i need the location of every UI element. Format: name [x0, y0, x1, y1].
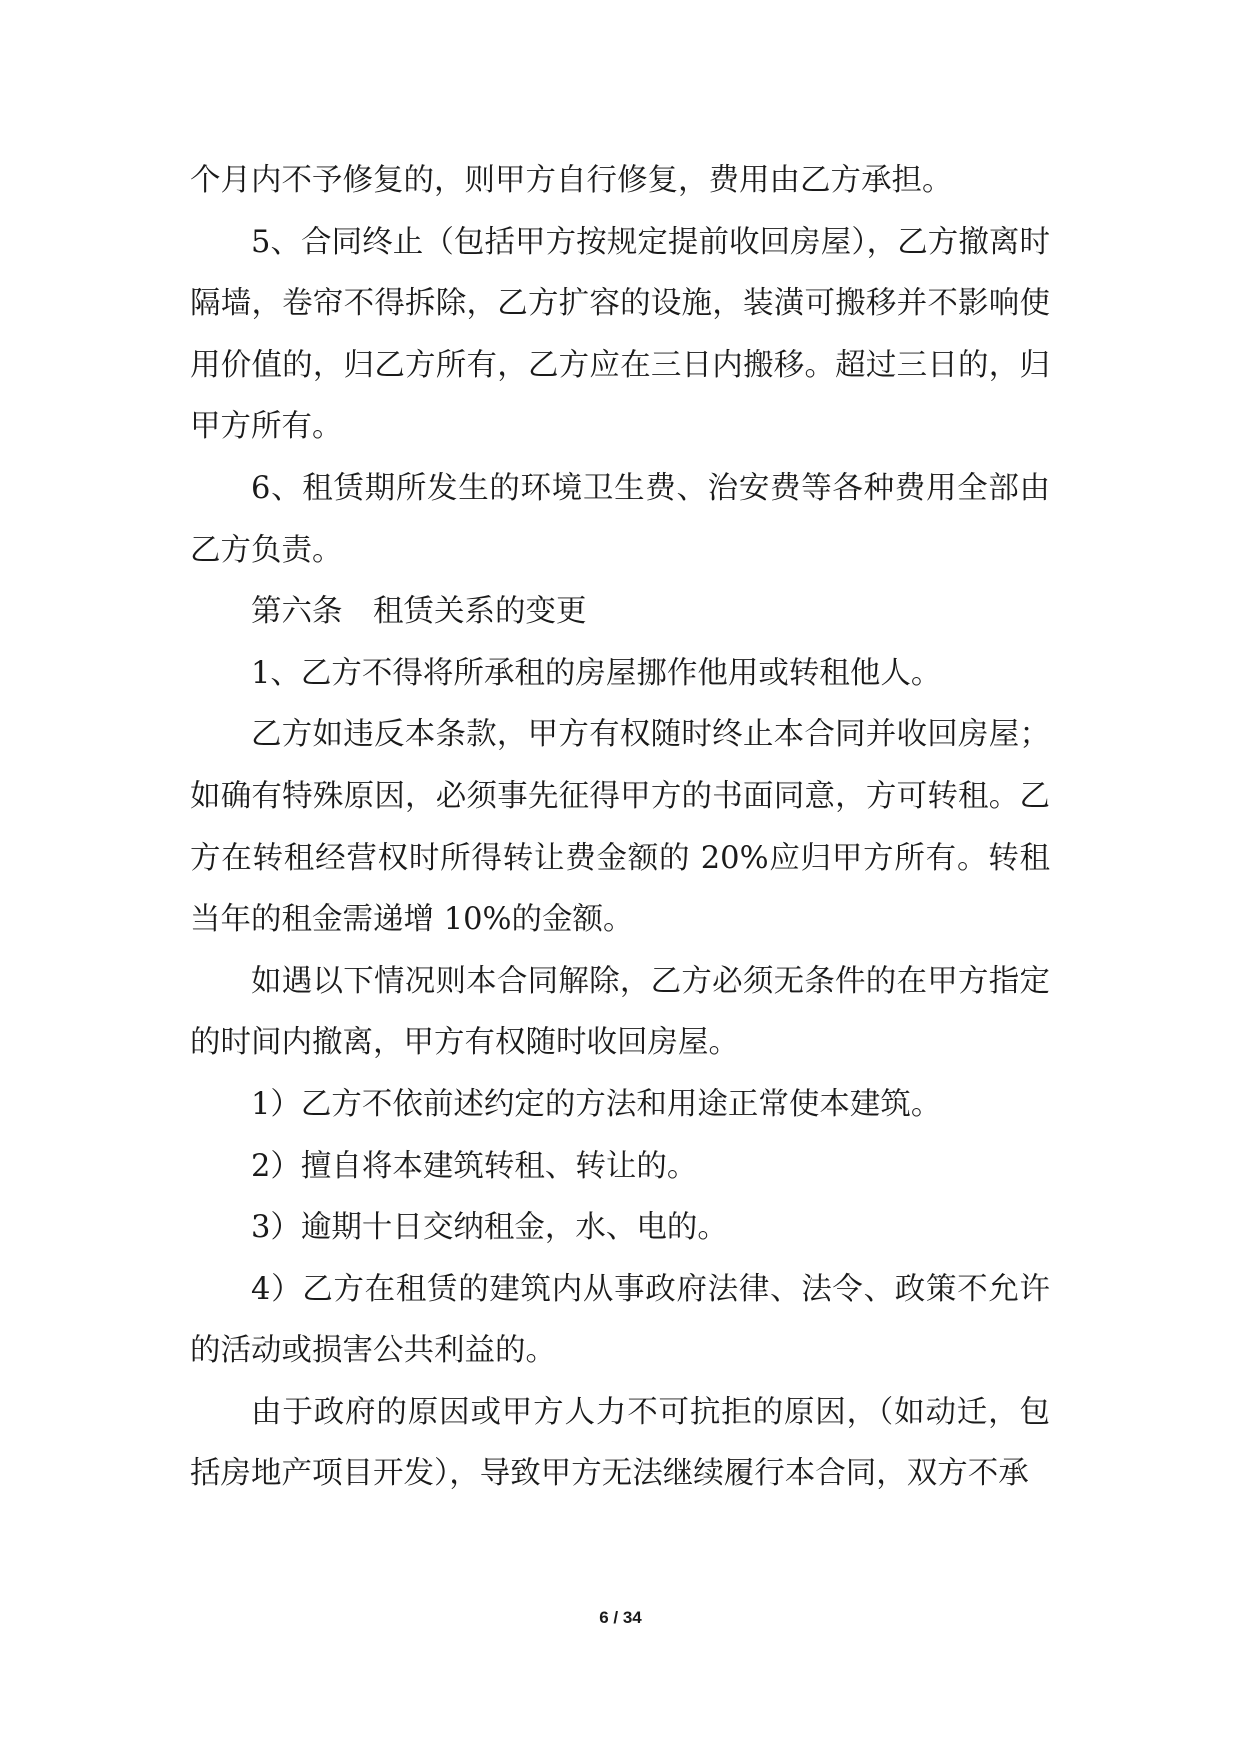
- paragraph-5: 乙方如违反本条款，甲方有权随时终止本合同并收回房屋；如确有特殊原因，必须事先征得甲方的书面同意，方可转租。乙方在转租经营权时所得转让费金额的 20%应归甲方所有。转租当年的租金需递增 10%的金额。: [190, 717, 1050, 938]
- document-body: [190, 150, 1050, 1505]
- list-item-2: 2）擅自将本建筑转租、转让的。: [251, 1148, 698, 1184]
- paragraph-7: 由于政府的原因或甲方人力不可抗拒的原因，（如动迁，包括房地产项目开发），导致甲方无法继续履行本合同，双方不承: [190, 1394, 1050, 1492]
- list-item-3: 3）逾期十日交纳租金，水、电的。: [251, 1210, 728, 1246]
- paragraph-1: 个月内不予修复的，则甲方自行修复，费用由乙方承担。: [190, 163, 953, 198]
- section-heading: 第六条 租赁关系的变更: [251, 594, 587, 630]
- page-number: 6 / 34: [599, 1608, 642, 1627]
- list-item-4: 4）乙方在租赁的建筑内从事政府法律、法令、政策不允许的活动或损害公共利益的。: [190, 1271, 1050, 1369]
- paragraph-2: 5、合同终止（包括甲方按规定提前收回房屋），乙方撤离时隔墙，卷帘不得拆除，乙方扩容的设施，装潢可搬移并不影响使用价值的，归乙方所有，乙方应在三日内搬移。超过三日的，归甲方所有。: [190, 224, 1050, 445]
- paragraph-3: 6、租赁期所发生的环境卫生费、治安费等各种费用全部由乙方负责。: [190, 470, 1050, 568]
- paragraph-4: 1、乙方不得将所承租的房屋挪作他用或转租他人。: [251, 655, 942, 691]
- list-item-1: 1）乙方不依前述约定的方法和用途正常使本建筑。: [251, 1086, 942, 1122]
- paragraph-6: 如遇以下情况则本合同解除，乙方必须无条件的在甲方指定的时间内撤离，甲方有权随时收回房屋。: [190, 963, 1050, 1061]
